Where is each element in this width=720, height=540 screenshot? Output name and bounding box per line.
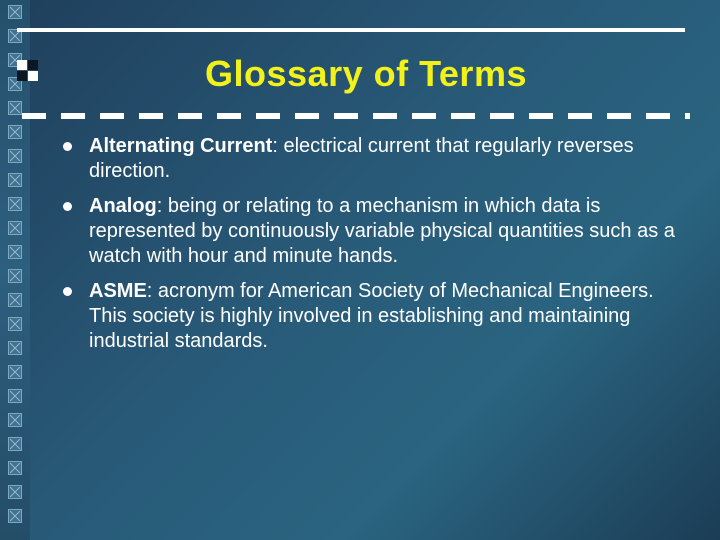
decorative-tile bbox=[8, 197, 22, 211]
decorative-tile bbox=[8, 509, 22, 523]
bullet-icon bbox=[63, 287, 72, 296]
glossary-entry bbox=[60, 134, 680, 184]
decorative-tile bbox=[8, 485, 22, 499]
decorative-tile bbox=[8, 5, 22, 19]
glossary-definition: : being or relating to a mechanism in which data is represented by continuously variable physical quantities such as a watch with hour and minute hands. bbox=[89, 195, 675, 267]
dashed-divider bbox=[22, 113, 690, 119]
decorative-tile bbox=[8, 413, 22, 427]
slide-title: Glossary of Terms bbox=[205, 53, 527, 94]
glossary-definition: : electrical current that regularly reverses direction. bbox=[89, 135, 634, 182]
bullet-icon bbox=[63, 202, 72, 211]
glossary-term: Alternating Current bbox=[89, 135, 273, 157]
decorative-tile bbox=[8, 461, 22, 475]
top-rule bbox=[17, 28, 685, 32]
glossary-list bbox=[60, 134, 680, 364]
glossary-term: Analog bbox=[89, 195, 157, 217]
glossary-entry bbox=[60, 194, 680, 269]
decorative-tile bbox=[8, 437, 22, 451]
decorative-tile bbox=[8, 341, 22, 355]
bullet-icon bbox=[63, 142, 72, 151]
glossary-definition: : acronym for American Society of Mechanical Engineers. This society is highly involved in establishing and maintaining industrial standards. bbox=[89, 280, 654, 352]
glossary-term: ASME bbox=[89, 280, 147, 302]
decorative-tile bbox=[8, 389, 22, 403]
decorative-tile bbox=[8, 317, 22, 331]
glossary-entry bbox=[60, 279, 680, 354]
decorative-tile bbox=[8, 221, 22, 235]
decorative-tile bbox=[8, 173, 22, 187]
decorative-tile bbox=[8, 245, 22, 259]
decorative-tile bbox=[8, 149, 22, 163]
decorative-tile bbox=[8, 101, 22, 115]
decorative-tile bbox=[8, 293, 22, 307]
decorative-tile bbox=[8, 365, 22, 379]
decorative-tile bbox=[8, 125, 22, 139]
decorative-tile bbox=[8, 269, 22, 283]
